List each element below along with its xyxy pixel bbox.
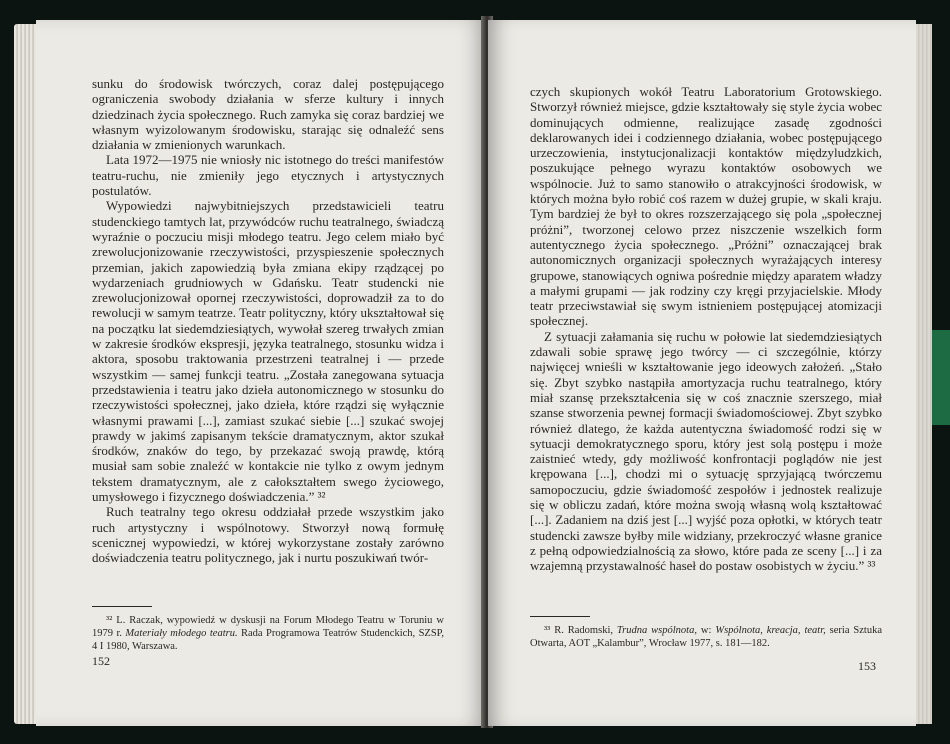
footnote-33 xyxy=(530,624,882,650)
footnote-marker: ³² xyxy=(106,615,113,626)
right-page-edges xyxy=(916,24,932,724)
paragraph: Lata 1972—1975 nie wniosły nic istotnego do treści manifestów teatru-ruchu, nie zmieniły jego etycznych i artystycznych postulatów. xyxy=(92,152,444,199)
footnote-text: w: xyxy=(696,625,716,636)
footnote-title: Wspólnota, kreacja, teatr, xyxy=(715,625,826,636)
footnote-text: Rada Programowa Teatrów Studenckich, SZSP, 4 I 1980, Warszawa. xyxy=(92,628,444,652)
paragraph: Z sytuacji załamania się ruchu w połowie lat siedemdziesiątych zdawali sobie sprawę jego twórcy — ci szczególnie, którzy najwięcej wnieśli w kształtowanie jego ideowych założeń. „Stało się. Zbyt szybko nastąpiła amortyzacja ruchu teatralnego, który miał szansę przekształcenia się w coś znacznie szerszego, miał szanse stworzenia pewnej formacji świadomościowej. Zbyt szybko również dlatego, że każda autentyczna świadomość rodzi się w sytuacji demokratycznego sporu, który jest solą postępu i może zaistnieć wtedy, gdy możliwość konfrontacji poglądów nie jest krępowana [...], chodzi mi o sytuację sprzyjającą twórczemu samopoczuciu, gdzie świadomość zespołów i jednostek realizuje się w obliczu zadań, które można swoją własną wolą kształtować [...]. Zadaniem na dziś jest [...] wyjść poza opłotki, w których teatr studencki zawsze byłby mile widziany, przekroczyć własne granice z pełną odpowiedzialnością za słowo, które pada ze sceny [...] i za wzajemną przystawalność haseł do postaw osobistych w życiu.” ³³ xyxy=(530,328,882,574)
left-page-body xyxy=(92,76,444,566)
paragraph: sunku do środowisk twórczych, coraz dalej postępującego ograniczenia swobody działania w sferze kultury i innych dziedzinach życia społecznego. Ruch zamyka się coraz bardziej we własnym wyizolowanym środowisku, starając się odnaleźć sens działania w zmienionych warunkach. xyxy=(92,76,444,153)
footnote-title: Trudna wspólnota, xyxy=(616,625,697,636)
footnote-text: seria Sztuka Otwarta, AOT „Kalambur”, Wrocław 1977, s. 181—182. xyxy=(530,625,882,649)
footnote-rule xyxy=(92,606,152,607)
right-page-body xyxy=(530,84,882,574)
footnote-text: L. Raczak, wypowiedź w dyskusji na Forum Młodego Teatru w Toruniu w 1979 r. xyxy=(92,615,444,639)
paragraph: Wypowiedzi najwybitniejszych przedstawicieli teatru studenckiego tamtych lat, przywódców ruchu teatralnego, świadczą wyraźnie o poczuciu misji młodego teatru. Jego celem miało być zrewolucjonizowanie rzeczywistości, przyspieszenie społecznych przemian, jakich zapowiedzią była zmiana ekipy rządzącej po wydarzeniach grudniowych w Gdańsku. Teatr studencki nie zrewolucjonizował opornej rzeczywistości, doprowadził za to do rewolucji w samym teatrze. Teatr polityczny, który ukształtował się na początku lat siedemdziesiątych, wywołał szereg trwałych zmian w zakresie środków ekspresji, języka teatralnego, stosunku widza i aktora, sposobu traktowania przestrzeni teatralnej i — przede wszystkim — samej funkcji teatru. „Została zanegowana sytuacja przedstawienia i teatru jako dzieła autonomicznego w stosunku do rzeczywistości społecznej, jako dzieła, które rządzi się wyłącznie własnymi prawami [...], zamiast szukać siebie [...] szukać swojej prawdy w jakimś zapisanym tekście dramatycznym, aktor szukał środków, znaków do tego, by przekazać swoją prawdę, którą musiał sam sobie znaleźć w kontakcie nie tylko z owym jednym tekstem dramatycznym, ale z całokształtem swego życiowego, umysłowego i fizycznego doświadczenia.” ³² xyxy=(92,198,444,505)
footnote-title: Materiały młodego teatru. xyxy=(125,628,238,639)
footnote-32 xyxy=(92,614,444,653)
footnote-marker: ³³ xyxy=(544,625,551,636)
page-number: 153 xyxy=(858,659,876,673)
right-page xyxy=(488,20,916,726)
footnote-rule xyxy=(530,616,590,617)
paragraph: czych skupionych wokół Teatru Laboratorium Grotowskiego. Stworzył również miejsce, gdzie kształtowały się style życia wobec dominujących odmienne, realizujące zasadę zgodności deklarowanych idei i codziennego działania, wobec postępującego urzeczowienia, instytucjonalizacji kontaktów międzyludzkich, poszukujące pełnego wyrazu kontaktów osobowych we wspólnocie. Już to samo stanowiło o atrakcyjności środowisk, w których można było robić coś razem w dużej grupie, w skali kraju. Tym bardziej że był to okres rozszerzającego się pola „społecznej próżni”, tworzonej celowo przez niszczenie wszelkich form autentycznego życia społecznego. „Próżni” oznaczającej brak autonomicznych organizacji społecznych wyrażających interesy grupowe, stanowiących ogniwa pośrednie między aparatem władzy a małymi grupami — jak rodziny czy kręgi przyjacielskie. Młody teatr przeciwstawiał się swym istnieniem postępującej atomizacji społecznej. xyxy=(530,84,882,329)
page-number: 152 xyxy=(92,654,110,668)
paragraph: Ruch teatralny tego okresu oddziałał przede wszystkim jako ruch artystyczny i wspólnotowy. Stworzył nową formułę scenicznej wypowiedzi, w której wykorzystane zostały zarówno doświadczenia teatru politycznego, jak i nurtu poszukiwań twór- xyxy=(92,504,444,566)
footnote-text: R. Radomski, xyxy=(550,625,617,636)
open-book xyxy=(14,16,932,728)
left-page xyxy=(36,20,488,726)
